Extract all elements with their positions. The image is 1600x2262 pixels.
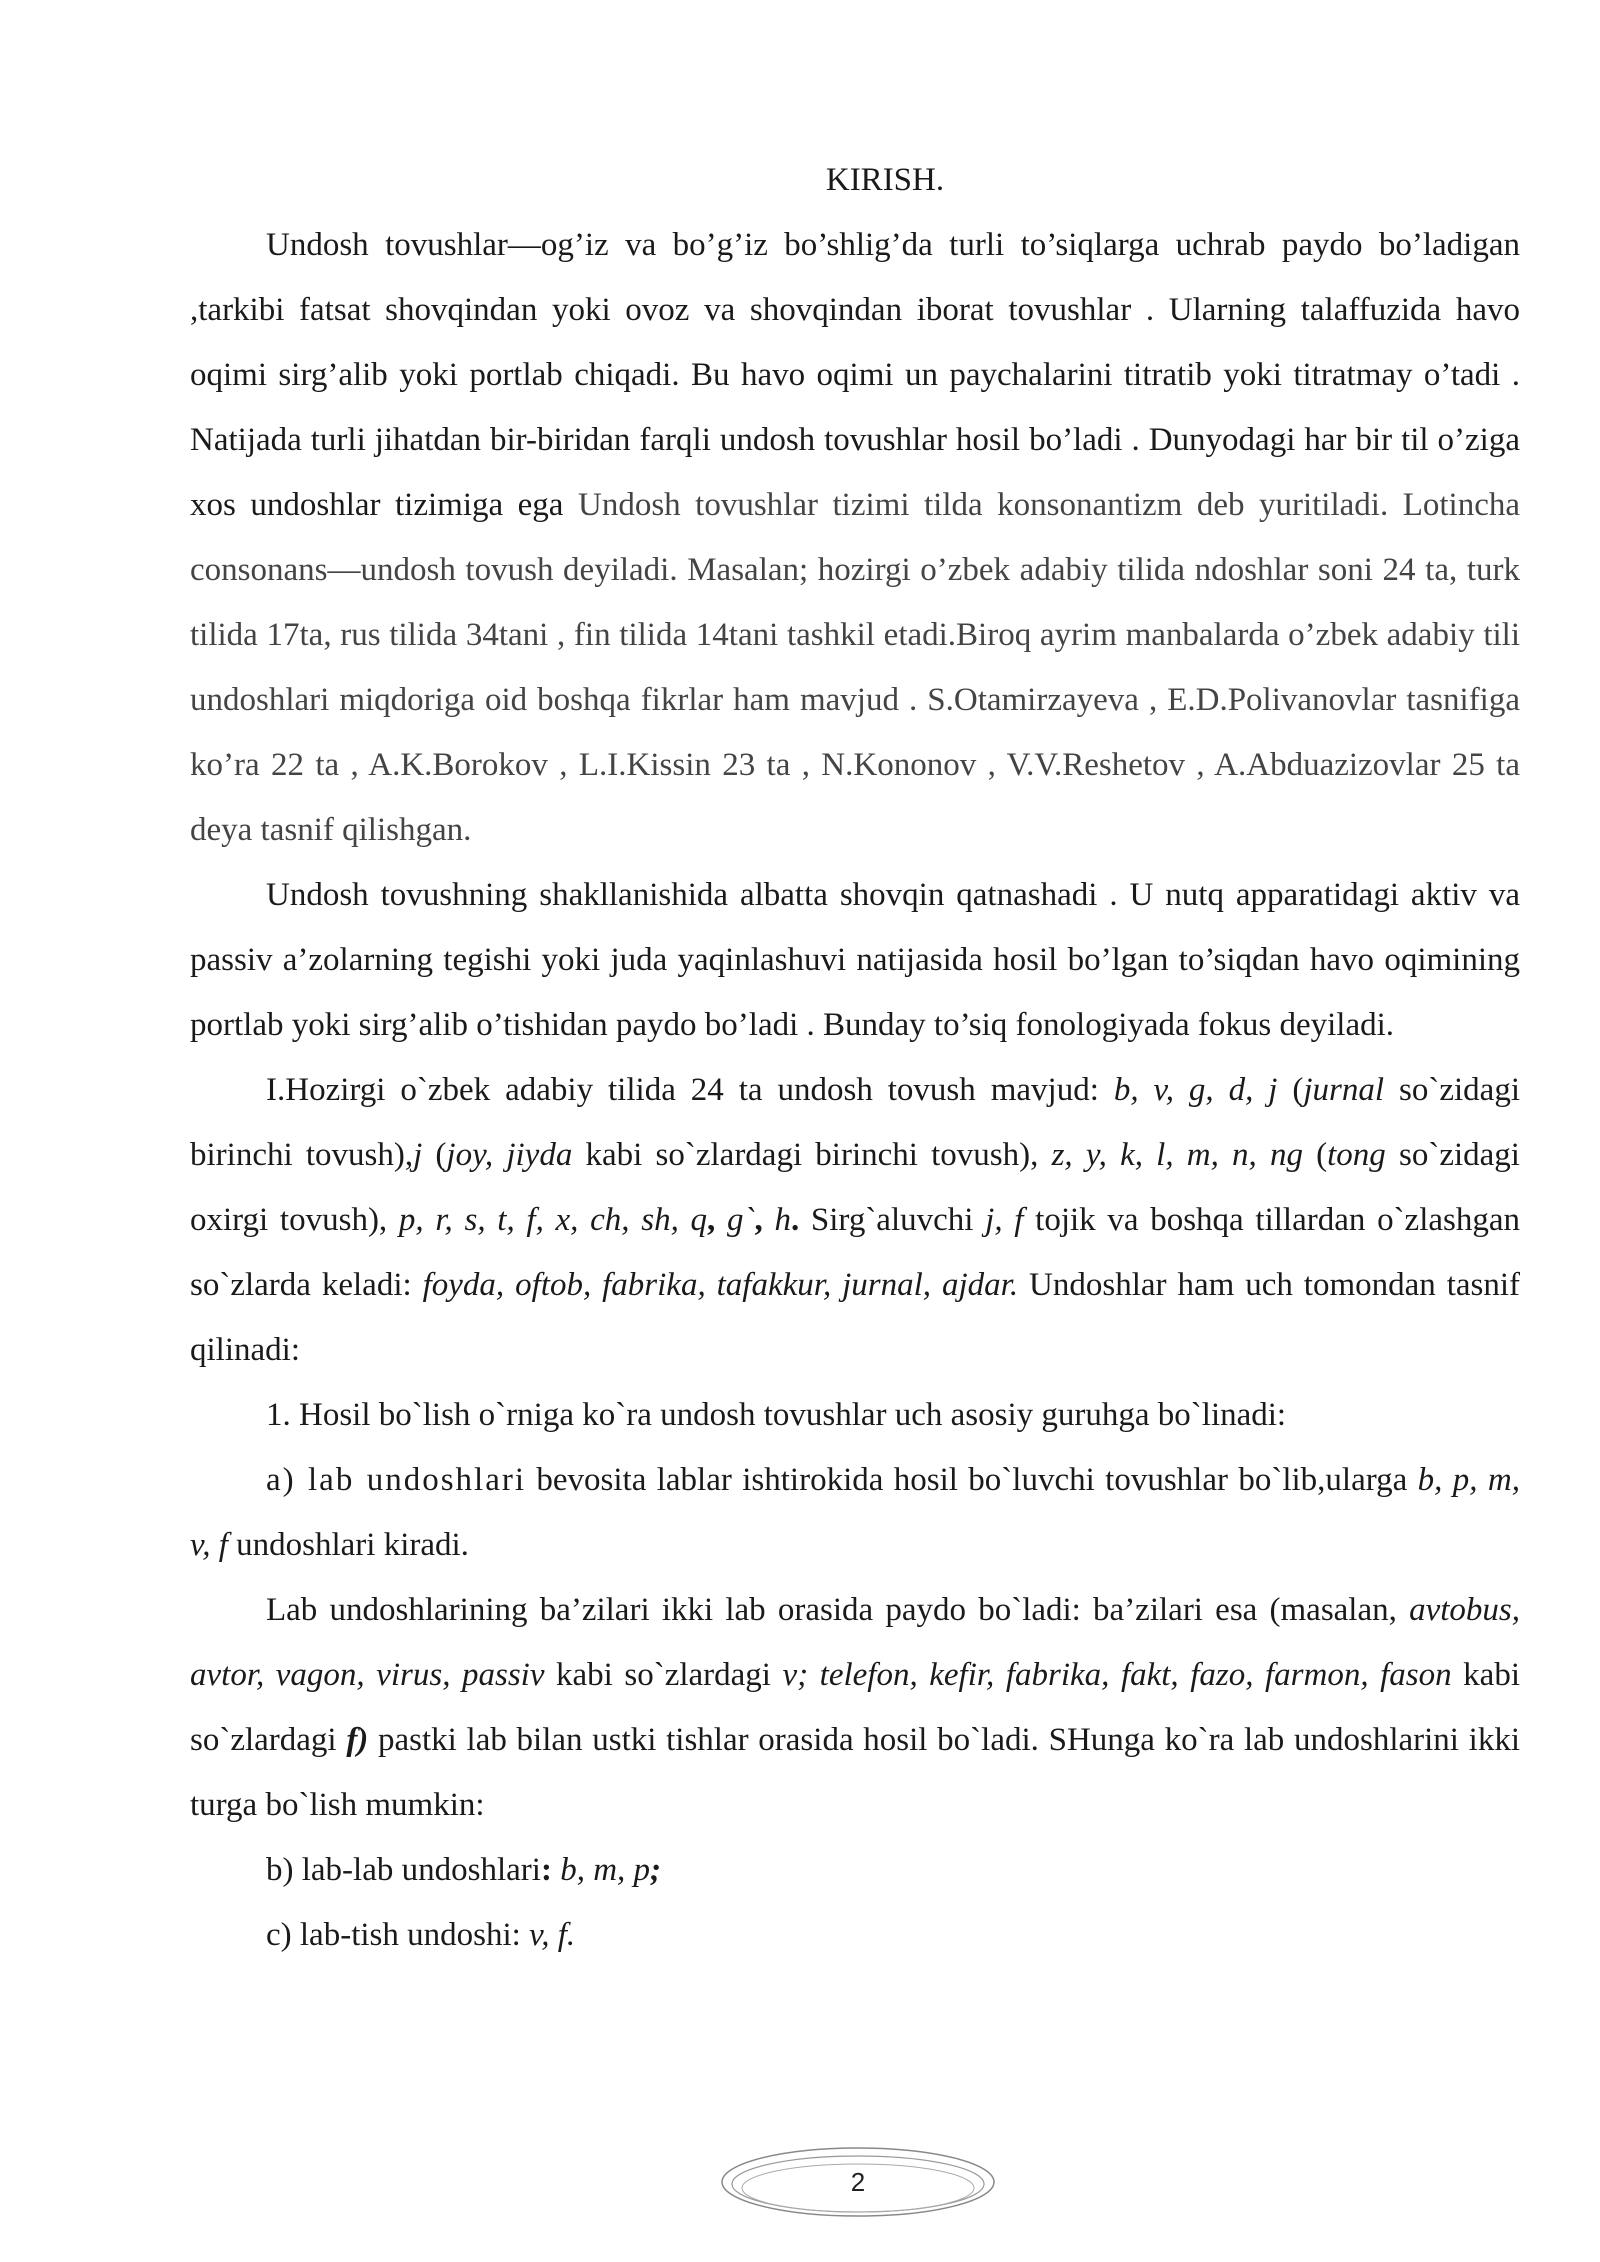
paragraph-1 xyxy=(190,213,1520,863)
paragraph-1-continued: Undosh tovushlar tizimi tilda konsonantizm deb yuritiladi. Lotincha consonans—undosh tovush deyiladi. Masalan; hozirgi o’zbek adabiy tilida ndoshlar soni 24 ta, turk tilida 17ta, rus tilida 34tani , fin tilida 14tani tashkil etadi.Biroq ayrim manbalarda o’zbek adabiy tili undoshlari miqdoriga oid boshqa fikrlar ham mavjud . S.Otamirzayeva , E.D.Polivanovlar tasnifiga ko’ra 22 ta , A.K.Borokov , L.I.Kissin 23 ta , N.Kononov , V.V.Reshetov , A.Abduazizovlar 25 ta deya tasnif qilishgan. xyxy=(190,487,1521,848)
paragraph-8: c) lab-tish undoshi: v, f. xyxy=(266,1917,576,1953)
page-footer xyxy=(716,2142,1000,2232)
paragraph-7: b) lab-lab undoshlari: b, m, p; xyxy=(266,1852,662,1888)
paragraph-5: a) lab undoshlari bevosita lablar ishtirokida hosil bo`luvchi tovushlar bo`lib,ularga b, p, m, v, f undoshlari kiradi. xyxy=(190,1462,1520,1563)
paragraph-6: Lab undoshlarining ba’zilari ikki lab orasida paydo bo`ladi: ba’zilari esa (masalan, avtobus, avtor, vagon, virus, passiv kabi so`zlardagi v; telefon, kefir, fabrika, fakt, fazo, farmon, fason kabi so`zlardagi f) pastki lab bilan ustki tishlar orasida hosil bo`ladi. SHunga ko`ra lab undoshlarini ikki turga bo`lish mumkin: xyxy=(190,1592,1521,1823)
paragraph-1-text: Undosh tovushlar—og’iz va bo’g’iz bo’shlig’da turli to’siqlarga uchrab paydo bo’ladigan ,tarkibi fatsat shovqindan yoki ovoz va shovqindan iborat tovushlar . Ularning talaffuzida havo oqimi sirg’alib yoki portlab chiqadi. Bu havo oqimi un paychalarini titratib yoki titratmay o’tadi . Natijada turli jihatdan bir-biridan farqli undosh tovushlar hosil bo’ladi . Dunyodagi har bir til o’ziga xos undoshlar tizimiga ega xyxy=(190,227,1520,523)
paragraph-2: Undosh tovushning shakllanishida albatta shovqin qatnashadi . U nutq apparatidagi aktiv va passiv a’zolarning tegishi yoki juda yaqinlashuvi natijasida hosil bo’lgan to’siqdan havo oqimining portlab yoki sirg’alib o’tishidan paydo bo’ladi . Bunday to’siq fonologiyada fokus deyiladi. xyxy=(190,877,1520,1043)
paragraph-4: 1. Hosil bo`lish o`rniga ko`ra undosh tovushlar uch asosiy guruhga bo`linadi: xyxy=(266,1397,1287,1433)
page-number: 2 xyxy=(850,2167,866,2197)
document-page xyxy=(190,148,1520,1968)
page-title: KIRISH. xyxy=(825,162,945,198)
paragraph-3: I.Hozirgi o`zbek adabiy tilida 24 ta undosh tovush mavjud: b, v, g, d, j (jurnal so`zidagi birinchi tovush),j (joy, jiyda kabi so`zlardagi birinchi tovush), z, y, k, l, m, n, ng (tong so`zidagi oxirgi tovush), p, r, s, t, f, x, ch, sh, q, g`, h. Sirg`aluvchi j, f tojik va boshqa tillardan o`zlashgan so`zlarda keladi: foyda, oftob, fabrika, tafakkur, jurnal, ajdar. Undoshlar ham uch tomondan tasnif qilinadi: xyxy=(190,1072,1521,1368)
